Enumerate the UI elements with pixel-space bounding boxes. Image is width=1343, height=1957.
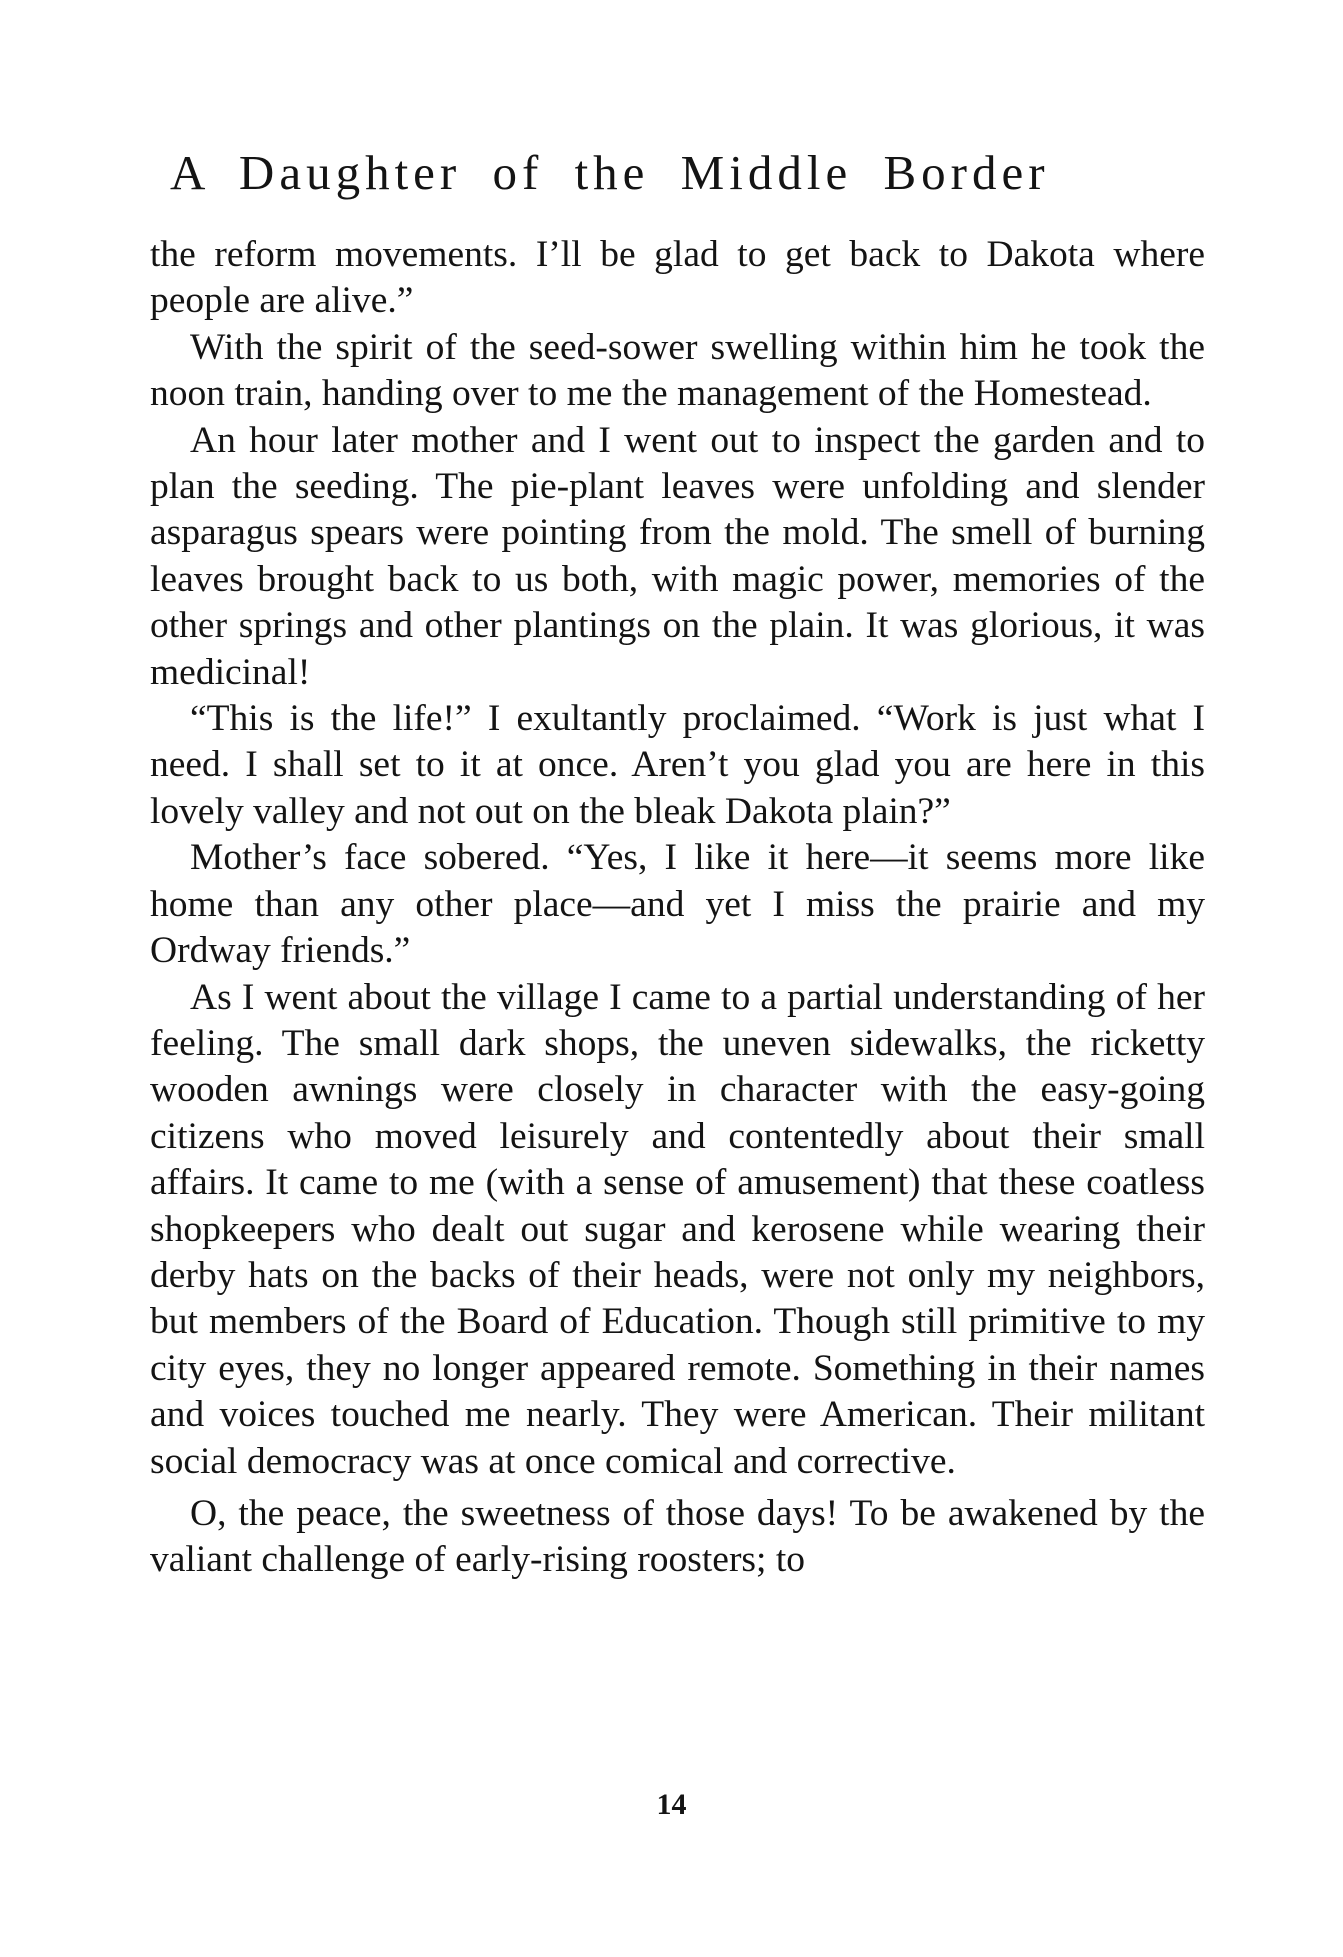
- page-number: 14: [656, 1788, 687, 1821]
- paragraph: As I went about the village I came to a partial understanding of her feeling. The small dark shops, the uneven sidewalks, the ricketty wooden awnings were closely in character with the easy-going citizens who moved leisurely and contentedly about their small affairs. It came to me (with a sense of amusement) that these coatless shopkeepers who dealt out sugar and kerosene while wearing their derby hats on the backs of their heads, were not only my neighbors, but members of the Board of Education. Though still primitive to my city eyes, they no longer appeared remote. Something in their names and voices touched me nearly. They were American. Their militant social democracy was at once comical and corrective.: [150, 976, 1205, 1482]
- paragraph: “This is the life!” I exultantly proclaimed. “Work is just what I need. I shall set to it at once. Aren’t you glad you are here in this lovely valley and not out on the bleak Dakota plain?”: [150, 698, 1205, 832]
- paragraph: An hour later mother and I went out to inspect the garden and to plan the seeding. The pie-plant leaves were unfolding and slender asparagus spears were pointing from the mold. The smell of burning leaves brought back to us both, with magic power, memories of the other springs and other plantings on the plain. It was glorious, it was medicinal!: [150, 419, 1205, 693]
- page-body-text: [150, 232, 1205, 1584]
- paragraph: Mother’s face sobered. “Yes, I like it here—it seems more like home than any other place—and yet I miss the prairie and my Ordway friends.”: [150, 837, 1205, 972]
- paragraph: O, the peace, the sweetness of those days! To be awakened by the valiant challenge of early-rising roosters; to: [150, 1492, 1205, 1581]
- paragraph: With the spirit of the seed-sower swelling within him he took the noon train, handing over to me the management of the Homestead.: [150, 326, 1205, 415]
- paragraph-continued: the reform movements. I’ll be glad to get back to Dakota where people are alive.”: [150, 234, 1205, 322]
- running-header-title: A Daughter of the Middle Border: [170, 145, 1050, 200]
